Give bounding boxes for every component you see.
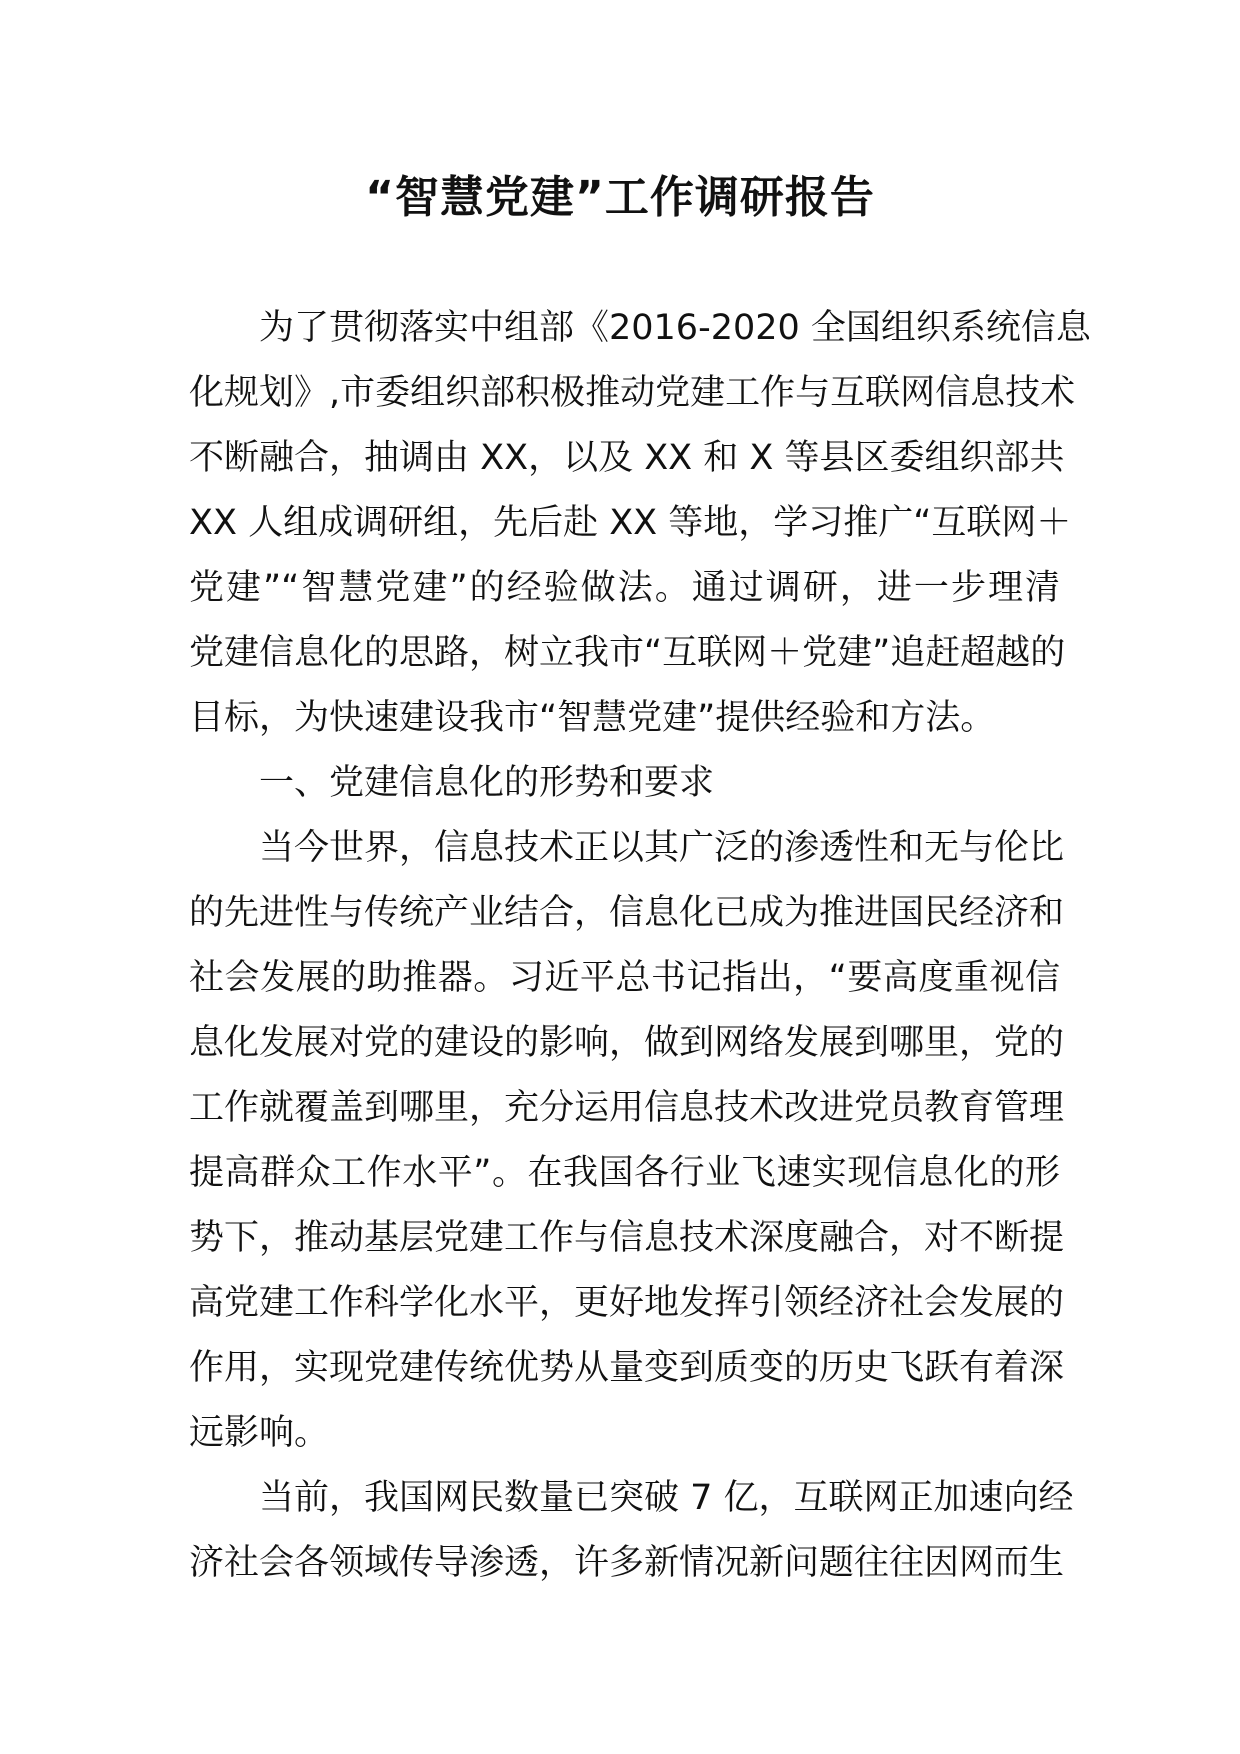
text-line: 化规划》,市委组织部积极推动党建工作与互联网信息技术 (189, 373, 1076, 413)
paragraph (189, 816, 1065, 1466)
text-line: 提高群众工作水平”。在我国各行业飞速实现信息化的形 (189, 1153, 1060, 1193)
text-line: 社会发展的助推器。习近平总书记指出，“要高度重视信 (189, 958, 1060, 998)
text-line: 远影响。 (189, 1413, 330, 1453)
paragraph (189, 296, 1091, 751)
document-title: “智慧党建”工作调研报告 (365, 172, 875, 223)
text-line: XX 人组成调研组，先后赴 XX 等地，学习推广“互联网＋ (189, 503, 1072, 543)
text-line: 为了贯彻落实中组部《2016-2020 全国组织系统信息 (259, 308, 1091, 348)
text-line: 的先进性与传统产业结合，信息化已成为推进国民经济和 (189, 893, 1065, 933)
text-line: 高党建工作科学化水平，更好地发挥引领经济社会发展的 (189, 1283, 1065, 1323)
text-line: 势下，推动基层党建工作与信息技术深度融合，对不断提 (189, 1218, 1065, 1258)
text-line: 当今世界，信息技术正以其广泛的渗透性和无与伦比 (259, 828, 1065, 868)
section-heading (189, 751, 1060, 816)
text-line: 息化发展对党的建设的影响，做到网络发展到哪里，党的 (189, 1023, 1065, 1063)
text-line: 一、党建信息化的形势和要求 (259, 763, 715, 803)
paragraph (189, 1466, 1074, 1596)
text-line: 党建”“智慧党建”的经验做法。通过调研，进一步理清 (189, 568, 1060, 608)
text-line: 作用，实现党建传统优势从量变到质变的历史飞跃有着深 (189, 1348, 1065, 1388)
text-line: 目标，为快速建设我市“智慧党建”提供经验和方法。 (189, 698, 996, 738)
text-line: 党建信息化的思路，树立我市“互联网＋党建”追赶超越的 (189, 633, 1066, 673)
text-line: 当前，我国网民数量已突破 7 亿，互联网正加速向经 (259, 1478, 1074, 1518)
document-body (189, 296, 1091, 1596)
text-line: 工作就覆盖到哪里，充分运用信息技术改进党员教育管理 (189, 1088, 1065, 1128)
text-line: 不断融合，抽调由 XX，以及 XX 和 X 等县区委组织部共 (189, 438, 1065, 478)
text-line: 济社会各领域传导渗透，许多新情况新问题往往因网而生 (189, 1543, 1065, 1583)
